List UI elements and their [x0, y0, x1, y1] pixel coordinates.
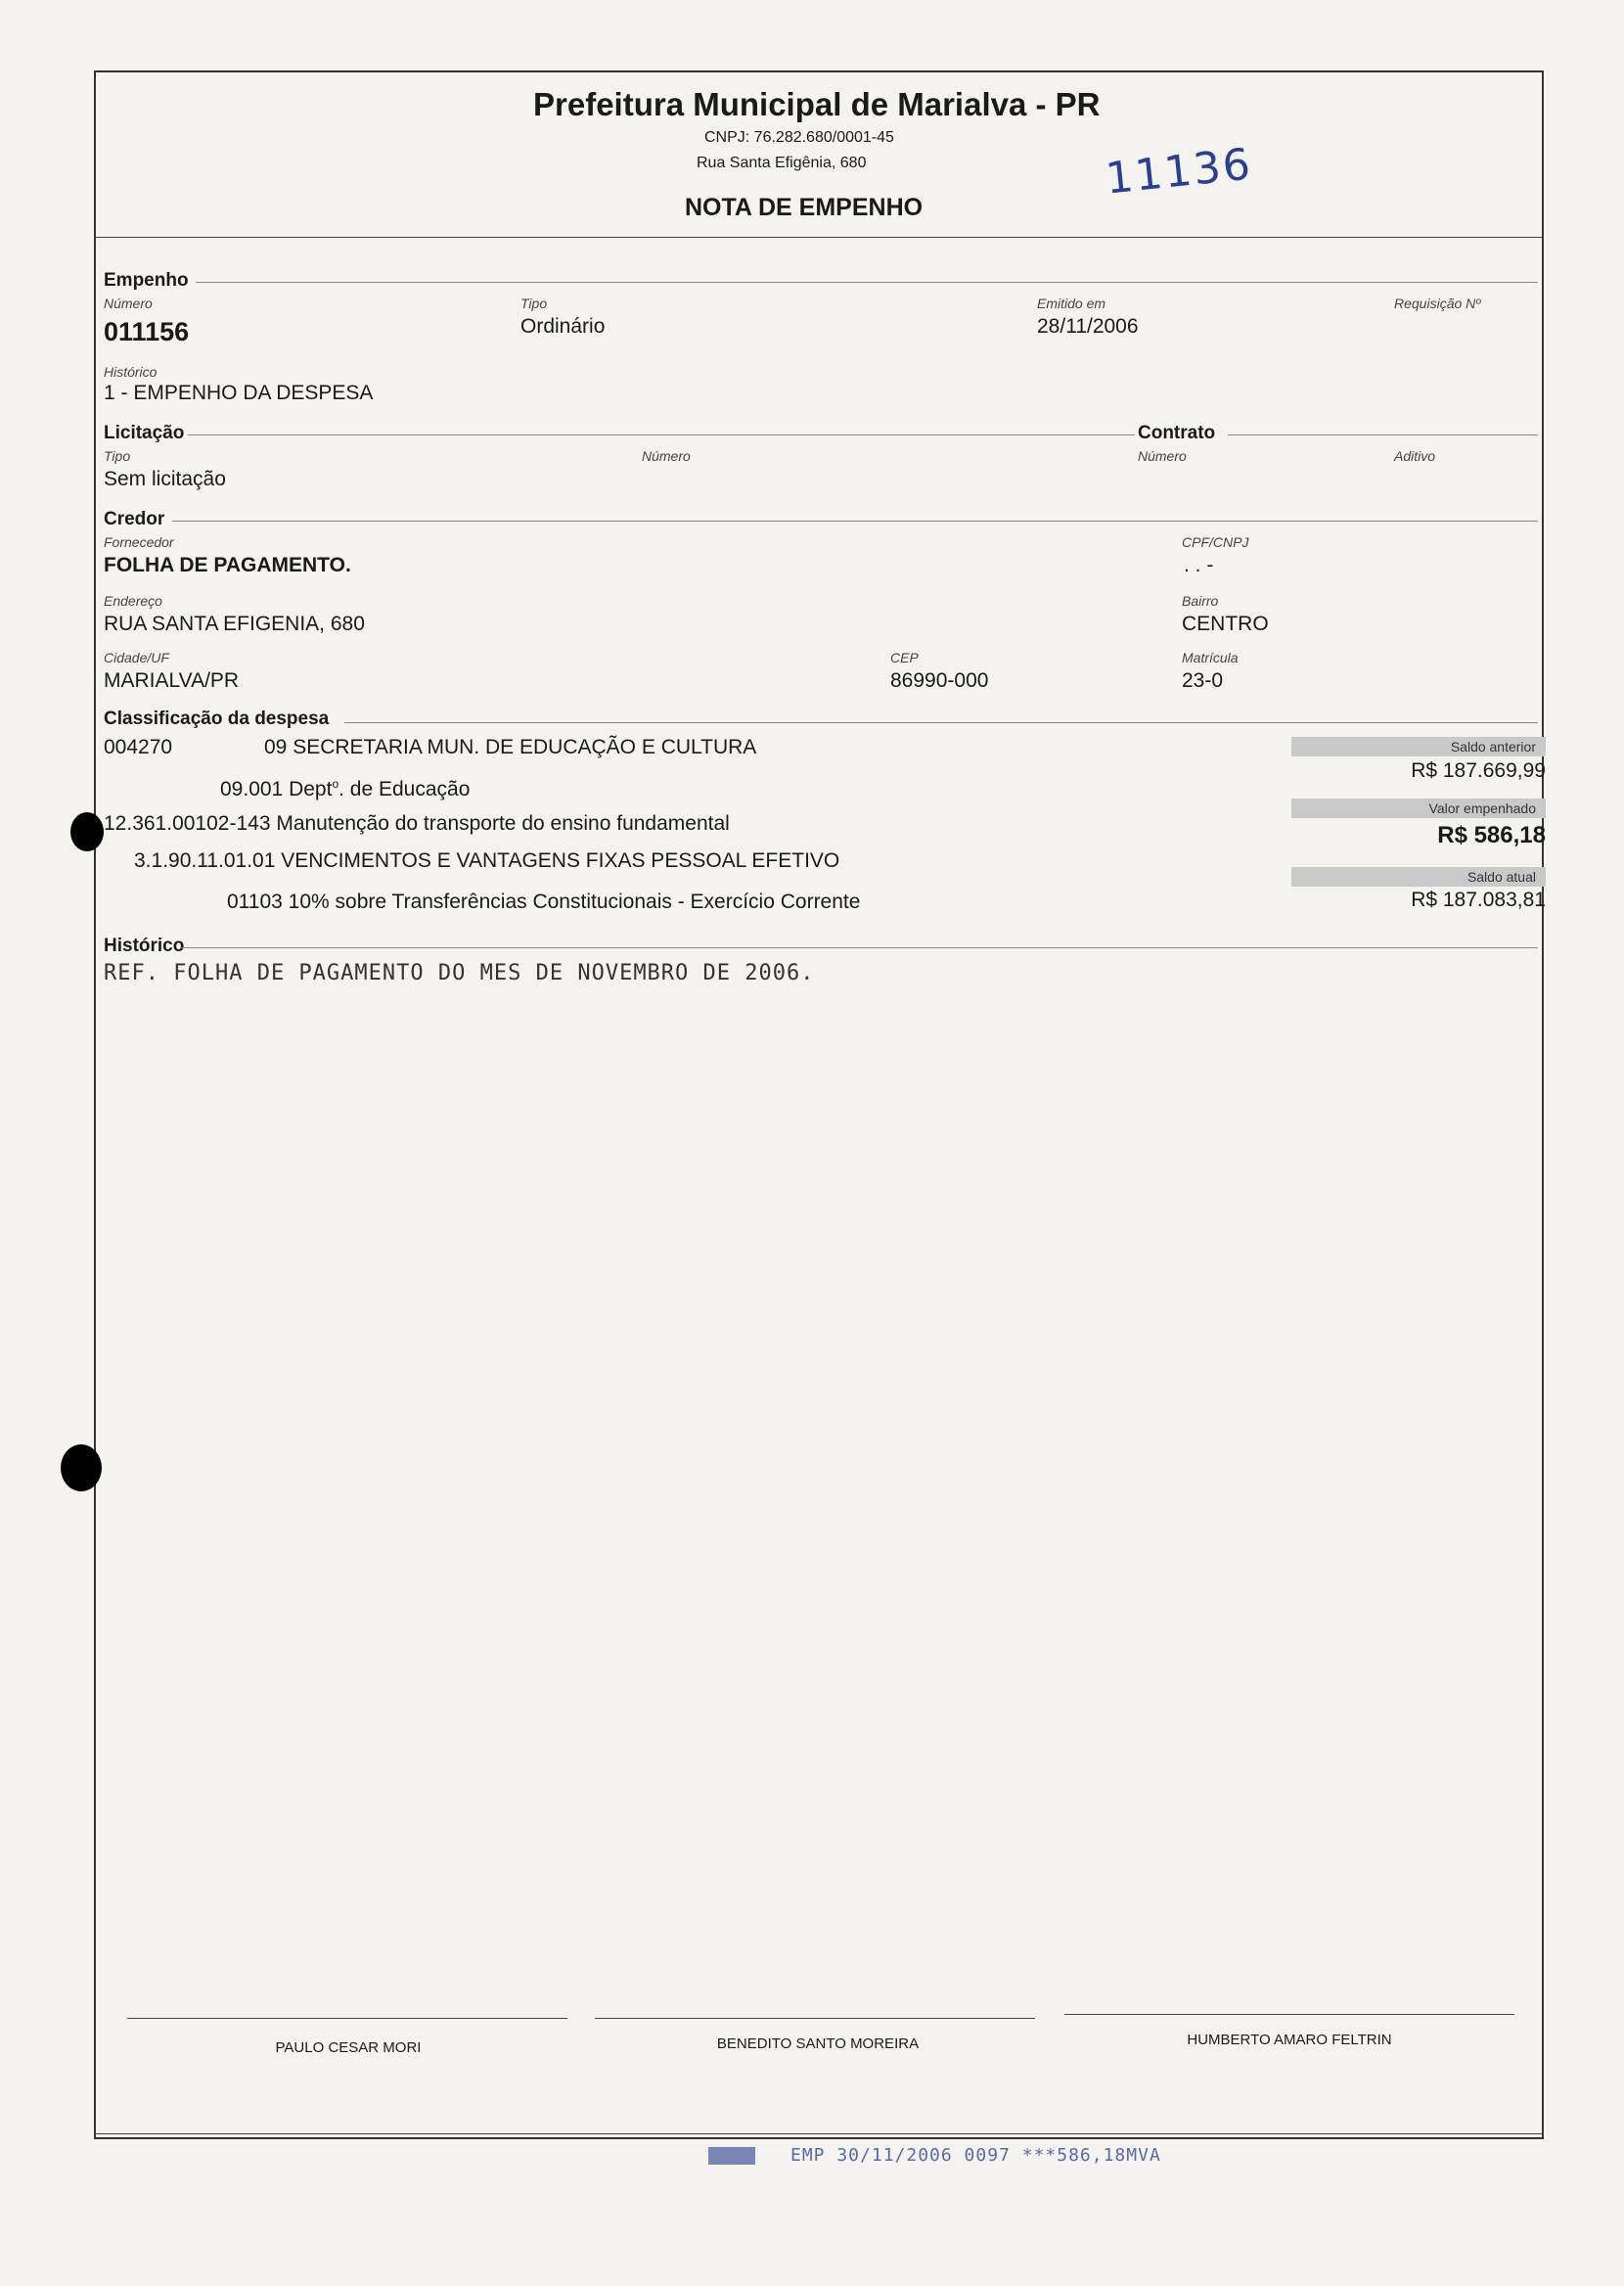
stamp-mark	[708, 2147, 755, 2165]
bottom-divider	[94, 2133, 1542, 2134]
classificacao-code: 004270	[104, 736, 173, 758]
tipo-value: Ordinário	[520, 315, 606, 338]
signature-name-3: HUMBERTO AMARO FELTRIN	[1187, 2032, 1392, 2048]
licitacao-tipo-label: Tipo	[104, 448, 131, 464]
cpf-label: CPF/CNPJ	[1182, 534, 1249, 550]
handwritten-number: 11136	[1103, 139, 1255, 205]
endereco-value: RUA SANTA EFIGENIA, 680	[104, 613, 365, 635]
licitacao-tipo: Sem licitação	[104, 468, 226, 490]
classificacao-elemento: 3.1.90.11.01.01 VENCIMENTOS E VANTAGENS FIXAS PESSOAL EFETIVO	[134, 849, 840, 872]
section-rule	[172, 521, 1538, 522]
section-rule	[180, 947, 1538, 948]
section-rule	[196, 282, 1538, 283]
historico-empenho: 1 - EMPENHO DA DESPESA	[104, 382, 374, 404]
empenho-number: 011156	[104, 317, 190, 346]
classificacao-orgao: 09 SECRETARIA MUN. DE EDUCAÇÃO E CULTURA	[264, 736, 757, 758]
valor-empenhado-label: Valor empenhado	[1428, 800, 1536, 816]
fornecedor-value: FOLHA DE PAGAMENTO.	[104, 554, 351, 576]
saldo-anterior-label: Saldo anterior	[1450, 739, 1536, 754]
cidade-label: Cidade/UF	[104, 650, 169, 665]
section-rule	[1228, 434, 1538, 435]
requisicao-label: Requisição Nº	[1394, 296, 1481, 311]
bairro-label: Bairro	[1182, 593, 1219, 609]
cep-value: 86990-000	[890, 669, 989, 692]
section-contrato: Contrato	[1138, 423, 1216, 443]
cpf-value: . . -	[1184, 554, 1214, 576]
emitido-label: Emitido em	[1037, 296, 1106, 311]
classificacao-projeto: 12.361.00102-143 Manutenção do transporte do ensino fundamental	[104, 812, 730, 835]
printer-stamp: EMP 30/11/2006 0097 ***586,18MVA	[790, 2145, 1161, 2166]
aditivo-label: Aditivo	[1394, 448, 1436, 464]
licitacao-numero-label: Número	[642, 448, 691, 464]
signature-line	[595, 2018, 1035, 2019]
signature-line	[1064, 2014, 1514, 2015]
signature-name-1: PAULO CESAR MORI	[275, 2039, 422, 2056]
section-rule	[188, 434, 1135, 435]
matricula-value: 23-0	[1182, 669, 1224, 692]
doc-title: NOTA DE EMPENHO	[685, 194, 924, 221]
address-text: Rua Santa Efigênia, 680	[697, 155, 867, 171]
section-credor: Credor	[104, 509, 165, 529]
signature-line	[127, 2018, 567, 2019]
cnpj-text: CNPJ: 76.282.680/0001-45	[704, 129, 894, 146]
section-classificacao: Classificação da despesa	[104, 709, 330, 729]
historico-label: Histórico	[104, 364, 158, 380]
cep-label: CEP	[890, 650, 919, 665]
valor-empenhado-value: R$ 586,18	[1437, 822, 1546, 848]
signature-name-2: BENEDITO SANTO MOREIRA	[716, 2035, 920, 2052]
fornecedor-label: Fornecedor	[104, 534, 174, 550]
section-empenho: Empenho	[104, 270, 189, 291]
classificacao-unidade: 09.001 Dept$^o$. de Educação	[220, 777, 471, 800]
historico-text: REF. FOLHA DE PAGAMENTO DO MES DE NOVEMBRO DE 2006.	[104, 961, 815, 985]
saldo-atual-value: R$ 187.083,81	[1411, 889, 1546, 911]
numero-label: Número	[104, 296, 153, 311]
page-title: Prefeitura Municipal de Marialva - PR	[533, 86, 1101, 122]
header-divider	[94, 237, 1542, 238]
tipo-label: Tipo	[520, 296, 548, 311]
bairro-value: CENTRO	[1182, 613, 1269, 635]
saldo-atual-label: Saldo atual	[1466, 869, 1536, 885]
emitido-value: 28/11/2006	[1037, 315, 1139, 338]
saldo-anterior-value: R$ 187.669,99	[1411, 759, 1546, 782]
section-licitacao: Licitação	[104, 423, 185, 443]
classificacao-fonte: 01103 10% sobre Transferências Constitucionais - Exercício Corrente	[227, 891, 861, 913]
cidade-value: MARIALVA/PR	[104, 669, 240, 692]
punch-hole	[70, 812, 104, 851]
section-rule	[344, 722, 1538, 723]
section-historico: Histórico	[104, 936, 185, 956]
punch-hole	[61, 1444, 102, 1491]
contrato-numero-label: Número	[1138, 448, 1187, 464]
endereco-label: Endereço	[104, 593, 162, 609]
matricula-label: Matrícula	[1182, 650, 1239, 665]
